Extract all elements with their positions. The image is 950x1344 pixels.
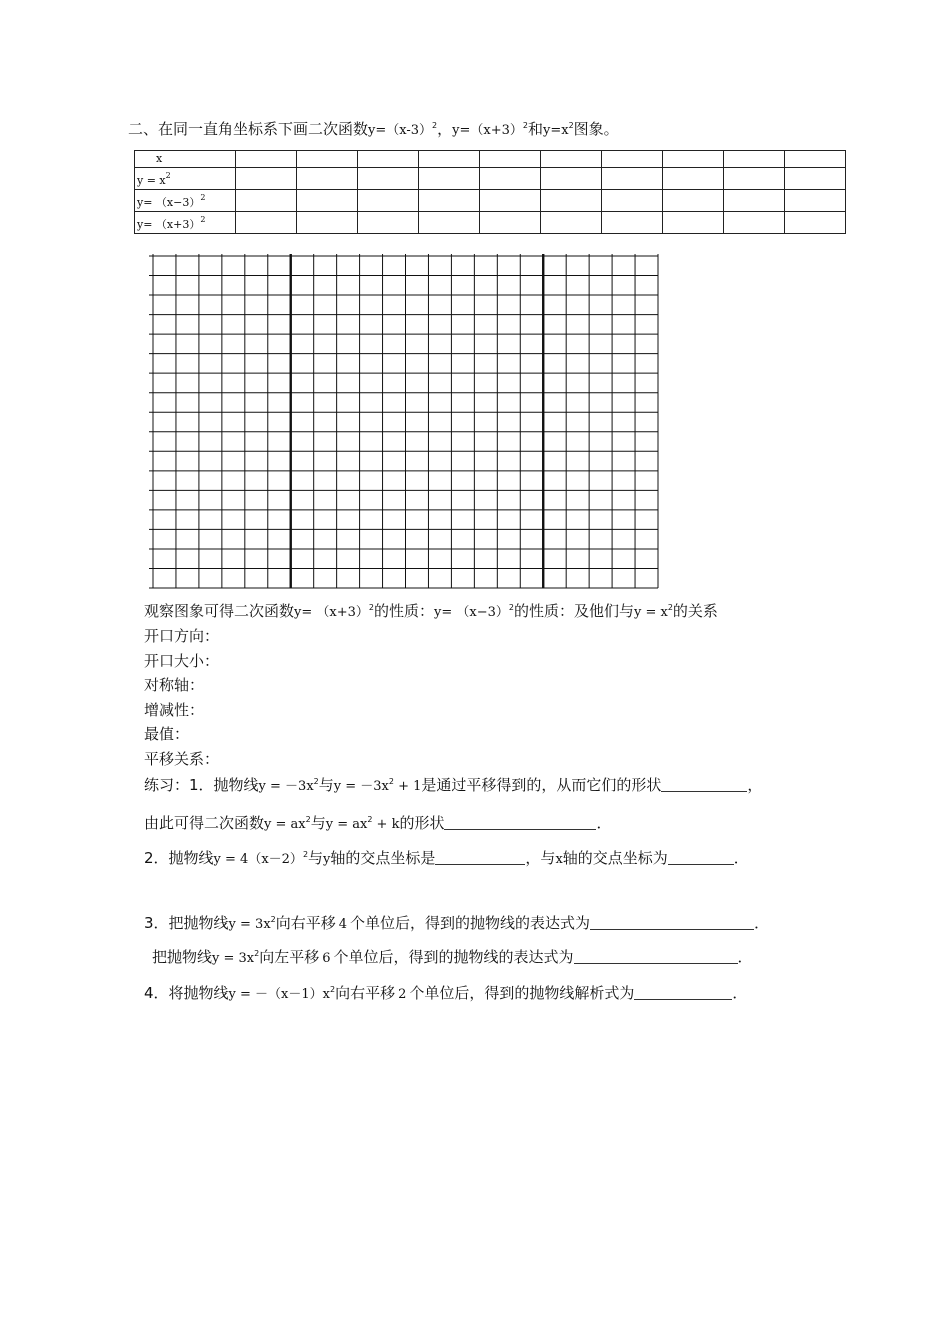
table-row [135,168,846,190]
ex-text: ， [747,776,763,794]
ex-text: 轴的交点坐标为 [562,849,668,867]
table-cell[interactable] [297,190,358,212]
axis-name: y [323,852,331,867]
section-heading [128,118,619,139]
table-cell[interactable] [297,212,358,234]
table-cell[interactable] [358,212,419,234]
observe-text: 的性质： [373,602,434,620]
answer-blank[interactable] [634,987,732,1000]
ex-text: 把抛物线 [152,948,213,966]
row-label: $y= (x-3)^2$ [135,190,236,212]
prop-extreme-value: 最值： [144,725,190,743]
exercise-3-line-2 [152,946,753,967]
table-cell[interactable] [724,151,785,168]
function-3: y=x [542,123,569,138]
table-row [135,190,846,212]
ex-text: 向右平移 [275,914,336,932]
exponent: 2 [432,121,438,130]
table-cell[interactable] [785,190,846,212]
table-cell[interactable] [541,190,602,212]
table-cell[interactable] [480,190,541,212]
exercise-1-line-2 [144,812,611,833]
ex-text: 3．把抛物线 [144,914,229,932]
table-cell[interactable] [541,168,602,190]
function-3: y = x [633,605,668,620]
table-cell[interactable] [663,168,724,190]
function: y = －3x [258,779,314,794]
exercise-4 [144,982,747,1003]
table-cell[interactable] [358,190,419,212]
exponent: 2 [329,985,336,994]
table-cell[interactable] [785,168,846,190]
exponent: 2 [508,603,514,612]
prop-monotonicity: 增减性： [144,701,205,719]
table-cell[interactable] [297,168,358,190]
ex-text: 2．抛物线 [144,849,214,867]
row-label: x [135,151,236,168]
observe-text: 的关系 [672,602,718,620]
exercise-3-line-1 [144,912,769,933]
exponent: 2 [254,949,260,958]
table-cell[interactable] [541,151,602,168]
table-cell[interactable] [663,212,724,234]
table-cell[interactable] [419,168,480,190]
ex-text: 练习：1．抛物线 [144,776,259,794]
table-cell[interactable] [236,151,297,168]
function: y = 3x [212,951,255,966]
exponent: 2 [313,777,319,786]
ex-text: ． [737,948,753,966]
ex-text: 个单位后，得到的抛物线的表达式为 [333,948,574,966]
function-tail: + k [372,817,400,832]
value-table [134,150,846,234]
ex-text: ． [733,849,749,867]
axis-name: x [555,852,563,867]
ex-text: 由此可得二次函数 [144,814,265,832]
ex-text: 与 [310,814,326,832]
ex-text: ． [732,984,748,1002]
table-cell[interactable] [236,190,297,212]
table-cell[interactable] [724,212,785,234]
exponent: 2 [522,121,528,130]
function-tail: + 1 [393,779,422,794]
exercise-1-line-1 [144,774,762,795]
table-cell[interactable] [358,151,419,168]
function-1: y= （x+3） [294,605,369,620]
ex-text: 个单位后，得到的抛物线的表达式为 [350,914,591,932]
table-cell[interactable] [785,212,846,234]
table-cell[interactable] [602,151,663,168]
observation-line [144,600,718,621]
answer-blank[interactable] [444,817,596,830]
ex-text: 4．将抛物线 [144,984,229,1002]
table-cell[interactable] [663,190,724,212]
table-cell[interactable] [480,151,541,168]
table-cell[interactable] [602,168,663,190]
table-cell[interactable] [602,212,663,234]
prop-translation: 平移关系： [144,750,220,768]
answer-blank[interactable] [435,852,525,865]
exponent: 2 [368,603,374,612]
observe-text: 观察图象可得二次函数 [144,602,295,620]
table-cell[interactable] [541,212,602,234]
ex-text: ． [754,914,770,932]
shift-amount: 6 [322,951,331,966]
function-2: y=（x+3） [452,123,523,138]
table-cell[interactable] [297,151,358,168]
ex-text: 与 [308,849,324,867]
separator: ， [437,120,453,138]
heading-text: 二、在同一直角坐标系下画二次函数 [128,120,369,138]
table-cell[interactable] [236,212,297,234]
ex-text: 个单位后，得到的抛物线解析式为 [409,984,635,1002]
exponent: 2 [270,915,276,924]
table-cell[interactable] [724,190,785,212]
table-cell[interactable] [480,168,541,190]
table-cell[interactable] [663,151,724,168]
answer-blank[interactable] [574,951,738,964]
shift-amount: 2 [398,987,407,1002]
table-cell[interactable] [419,151,480,168]
function-1: y=（x-3） [368,123,433,138]
prop-opening-size: 开口大小： [144,652,220,670]
exponent: 2 [667,603,673,612]
table-row [135,151,846,168]
table-cell[interactable] [480,212,541,234]
function: y = －（x－1）x [228,987,330,1002]
prop-opening-direction: 开口方向： [144,627,220,645]
row-label: $y= (x+3)^2$ [135,212,236,234]
function: y = ax [264,817,306,832]
ex-text: 向右平移 [335,984,396,1002]
exponent: 2 [367,815,373,824]
function: y = 4（x－2） [213,852,303,867]
exercise-2 [144,847,749,868]
table-cell[interactable] [419,212,480,234]
exponent: 2 [388,777,394,786]
prop-symmetry-axis: 对称轴： [144,676,205,694]
answer-blank[interactable] [661,779,747,792]
table-cell[interactable] [602,190,663,212]
row-label: $y = x^2$ [135,168,236,190]
coordinate-grid[interactable] [148,252,663,592]
ex-text: 轴的交点坐标是 [330,849,436,867]
table-cell[interactable] [724,168,785,190]
answer-blank[interactable] [668,852,734,865]
function: y = 3x [228,917,271,932]
conjunction: 和 [527,120,543,138]
table-cell[interactable] [419,190,480,212]
ex-text: 是通过平移得到的，从而它们的形状 [421,776,662,794]
table-cell[interactable] [785,151,846,168]
exponent: 2 [568,121,574,130]
table-row [135,212,846,234]
function: y = －3x [333,779,389,794]
shift-amount: 4 [338,917,348,932]
ex-text: 向左平移 [259,948,320,966]
table-cell[interactable] [358,168,419,190]
function-2: y= （x−3） [434,605,509,620]
ex-text: 的形状 [399,814,445,832]
ex-text: 与 [318,776,334,794]
ex-text: ． [596,814,612,832]
ex-text: ，与 [525,849,556,867]
heading-suffix: 图象。 [573,120,619,138]
function: y = ax [325,817,368,832]
answer-blank[interactable] [590,917,754,930]
table-cell[interactable] [236,168,297,190]
exponent: 2 [302,850,309,859]
exponent: 2 [305,815,311,824]
observe-text: 的性质：及他们与 [513,602,634,620]
